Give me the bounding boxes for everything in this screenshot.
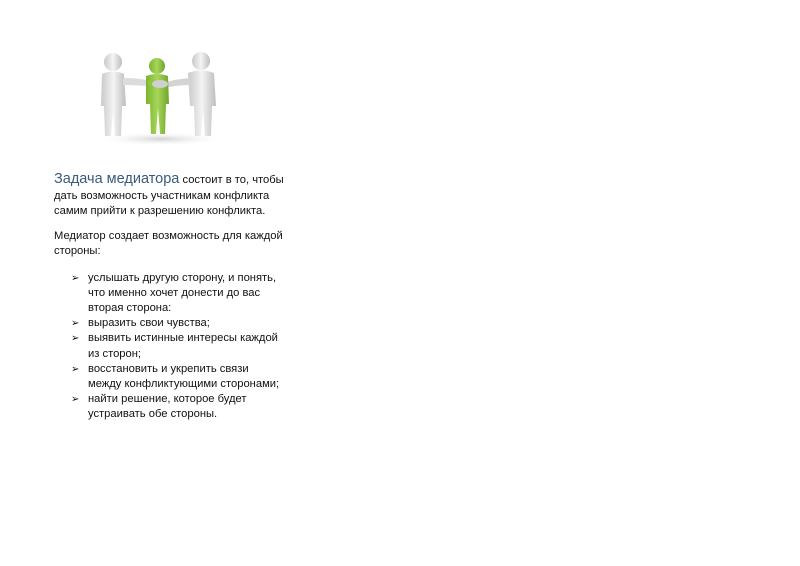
list-item-text: восстановить и укрепить связи между конфликтующими сторонами; (88, 362, 280, 390)
intro-paragraph (54, 172, 284, 220)
list-item-text: услышать другую сторону, и понять, что именно хочет донести до вас вторая сторона: (88, 271, 277, 314)
mediator-paragraph: Медиатор создает возможность для каждой стороны: (54, 229, 283, 257)
arrowhead-bullet-icon: ➢ (71, 333, 80, 345)
arrowhead-bullet-icon: ➢ (71, 318, 80, 330)
arrowhead-bullet-icon: ➢ (71, 394, 80, 406)
list-item (71, 362, 284, 392)
people-handshake-icon (92, 48, 230, 146)
content-column (54, 172, 284, 423)
list-item-text: найти решение, которое будет устраивать обе стороны. (88, 393, 247, 421)
list-item-text: выразить свои чувства; (88, 317, 210, 330)
intro-text: состоит в то, чтобы дать возможность участникам конфликта самим прийти к разрешению конфликта. (54, 174, 284, 217)
list-item (71, 271, 284, 317)
list-item-text: выявить истинные интересы каждой из сторон; (88, 332, 278, 360)
arrowhead-bullet-icon: ➢ (71, 363, 80, 375)
arrowhead-bullet-icon: ➢ (71, 272, 80, 284)
bullet-list (54, 271, 284, 423)
list-item (71, 331, 284, 361)
list-item (71, 316, 284, 331)
list-item (71, 392, 284, 422)
highlight-heading: Задача медиатора (54, 171, 180, 187)
